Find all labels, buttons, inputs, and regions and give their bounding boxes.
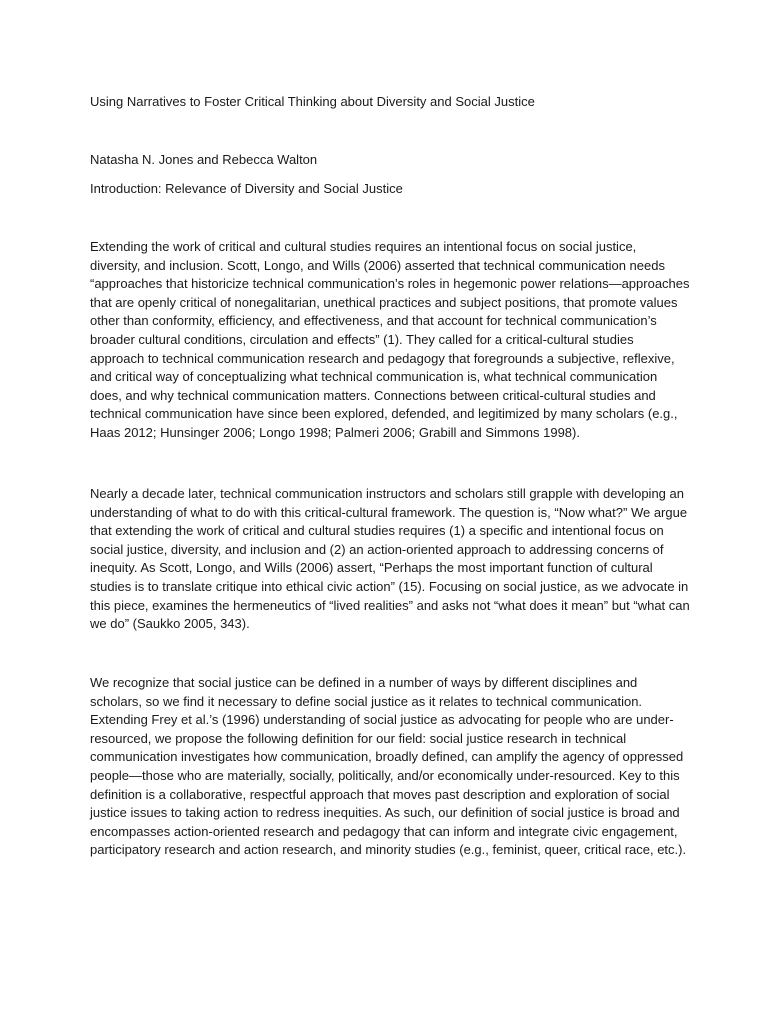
paragraph-2: Nearly a decade later, technical communication instructors and scholars still grapple with developing an understanding of what to do with this critical-cultural framework. The question is, “Now what?” We argue that extending the work of critical and cultural studies requires (1) a specific and intentional focus on social justice, diversity, and inclusion and (2) an action-oriented approach to addressing concerns of inequity. As Scott, Longo, and Wills (2006) assert, “Perhaps the most important function of cultural studies is to translate critique into ethical civic action” (15). Focusing on social justice, as we advocate in this piece, examines the hermeneutics of “lived realities” and asks not “what does it mean” but “what can we do” (Saukko 2005, 343). [90, 486, 690, 632]
paragraph-3: We recognize that social justice can be defined in a number of ways by different disciplines and scholars, so we find it necessary to define social justice as it relates to technical communication. Extending Frey et al.’s (1996) understanding of social justice as advocating for people who are under-resourced, we propose the following definition for our field: social justice research in technical communication investigates how communication, broadly defined, can amplify the agency of oppressed people—those who are materially, socially, politically, and/or economically under-resourced. Key to this definition is a collaborative, respectful approach that moves past description and exploration of social justice issues to taking action to redress inequities. As such, our definition of social justice is broad and encompasses action-oriented research and pedagogy that can inform and integrate civic engagement, participatory research and action research, and minority studies (e.g., feminist, queer, critical race, etc.). [90, 675, 687, 858]
document-authors: Natasha N. Jones and Rebecca Walton [90, 152, 318, 167]
section-heading: Introduction: Relevance of Diversity and Social Justice [90, 181, 403, 196]
document-title: Using Narratives to Foster Critical Thinking about Diversity and Social Justice [90, 94, 535, 109]
paragraph-1: Extending the work of critical and cultural studies requires an intentional focus on social justice, diversity, and inclusion. Scott, Longo, and Wills (2006) asserted that technical communication needs “approaches that historicize technical communication’s roles in hegemonic power relations—approaches that are openly critical of nonegalitarian, unethical practices and subject positions, that promote values other than conformity, efficiency, and effectiveness, and that account for technical communication’s broader cultural conditions, circulation and effects” (1). They called for a critical-cultural studies approach to technical communication research and pedagogy that foregrounds a subjective, reflexive, and critical way of conceptualizing what technical communication is, what technical communication does, and why technical communication matters. Connections between critical-cultural studies and technical communication have since been explored, defended, and legitimized by many scholars (e.g., Haas 2012; Hunsinger 2006; Longo 1998; Palmeri 2006; Grabill and Simmons 1998). [90, 239, 690, 440]
